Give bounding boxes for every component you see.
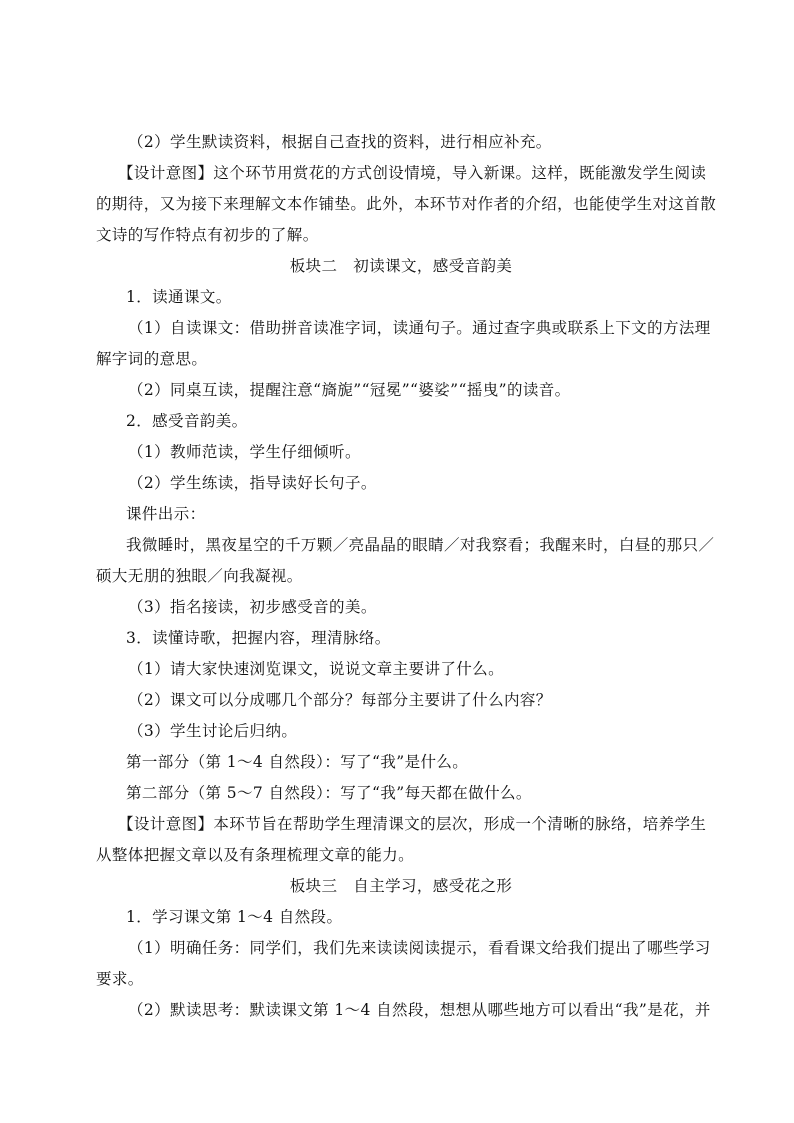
design-intent-1-line-3: 文诗的写作特点有初步的了解。 <box>96 226 319 244</box>
design-intent-2-line-2: 从整体把握文章以及有条理梳理文章的能力。 <box>96 846 415 864</box>
step-3-relay-read: （3）指名接读，初步感受音的美。 <box>128 598 377 616</box>
part-1-summary: 第一部分（第 1～4 自然段）：写了“我”是什么。 <box>126 753 469 771</box>
step-1-teacher-read: （1）教师范读，学生仔细倾听。 <box>128 443 361 461</box>
item-2-rhythm: 2．感受音韵美。 <box>126 412 248 430</box>
step-2-divide-parts: （2）课文可以分成哪几个部分？每部分主要讲了什么内容？ <box>128 691 552 709</box>
section-heading-3: 板块三 自主学习，感受花之形 <box>289 877 513 895</box>
item-1-study-paragraphs: 1．学习课文第 1～4 自然段。 <box>126 908 343 926</box>
step-1-browse: （1）请大家快速浏览课文，说说文章主要讲了什么。 <box>128 660 504 678</box>
step-3-discuss: （3）学生讨论后归纳。 <box>128 722 298 740</box>
step-1-self-read-line-1: （1）自读课文：借助拼音读准字词，读通句子。通过查字典或联系上下文的方法理 <box>128 319 711 337</box>
courseware-label: 课件出示： <box>126 505 206 523</box>
step-1-self-read-line-2: 解字词的意思。 <box>96 350 208 368</box>
step-2-silent-read: （2）默读思考：默读课文第 1～4 自然段，想想从哪些地方可以看出“我”是花，并 <box>128 1001 711 1019</box>
item-3-understand: 3．读懂诗歌，把握内容，理清脉络。 <box>126 629 391 647</box>
section-heading-2: 板块二 初读课文，感受音韵美 <box>289 257 513 275</box>
step-1-task-line-1: （1）明确任务：同学们，我们先来读读阅读提示，看看课文给我们提出了哪些学习 <box>128 939 711 957</box>
step-2-pair-read: （2）同桌互读，提醒注意“旖旎”“冠冕”“婆娑”“摇曳”的读音。 <box>128 381 571 399</box>
item-1-read-text: 1．读通课文。 <box>126 288 232 306</box>
design-intent-1-line-1: 【设计意图】这个环节用赏花的方式创设情境，导入新课。这样，既能激发学生阅读 <box>118 164 707 182</box>
step-2-student-practice: （2）学生练读，指导读好长句子。 <box>128 474 377 492</box>
courseware-quote-line-1: 我微睡时，黑夜星空的千万颗／亮晶晶的眼睛／对我察看；我醒来时，白昼的那只／ <box>126 536 715 554</box>
courseware-quote-line-2: 硕大无朋的独眼／向我凝视。 <box>96 567 303 585</box>
part-2-summary: 第二部分（第 5～7 自然段）：写了“我”每天都在做什么。 <box>126 784 532 802</box>
design-intent-2-line-1: 【设计意图】本环节旨在帮助学生理清课文的层次，形成一个清晰的脉络，培养学生 <box>118 815 707 833</box>
step-2-read-materials: （2）学生默读资料，根据自己查找的资料，进行相应补充。 <box>128 133 552 151</box>
step-1-task-line-2: 要求。 <box>96 970 144 988</box>
design-intent-1-line-2: 的期待，又为接下来理解文本作铺垫。此外，本环节对作者的介绍，也能使学生对这首散 <box>96 195 717 213</box>
